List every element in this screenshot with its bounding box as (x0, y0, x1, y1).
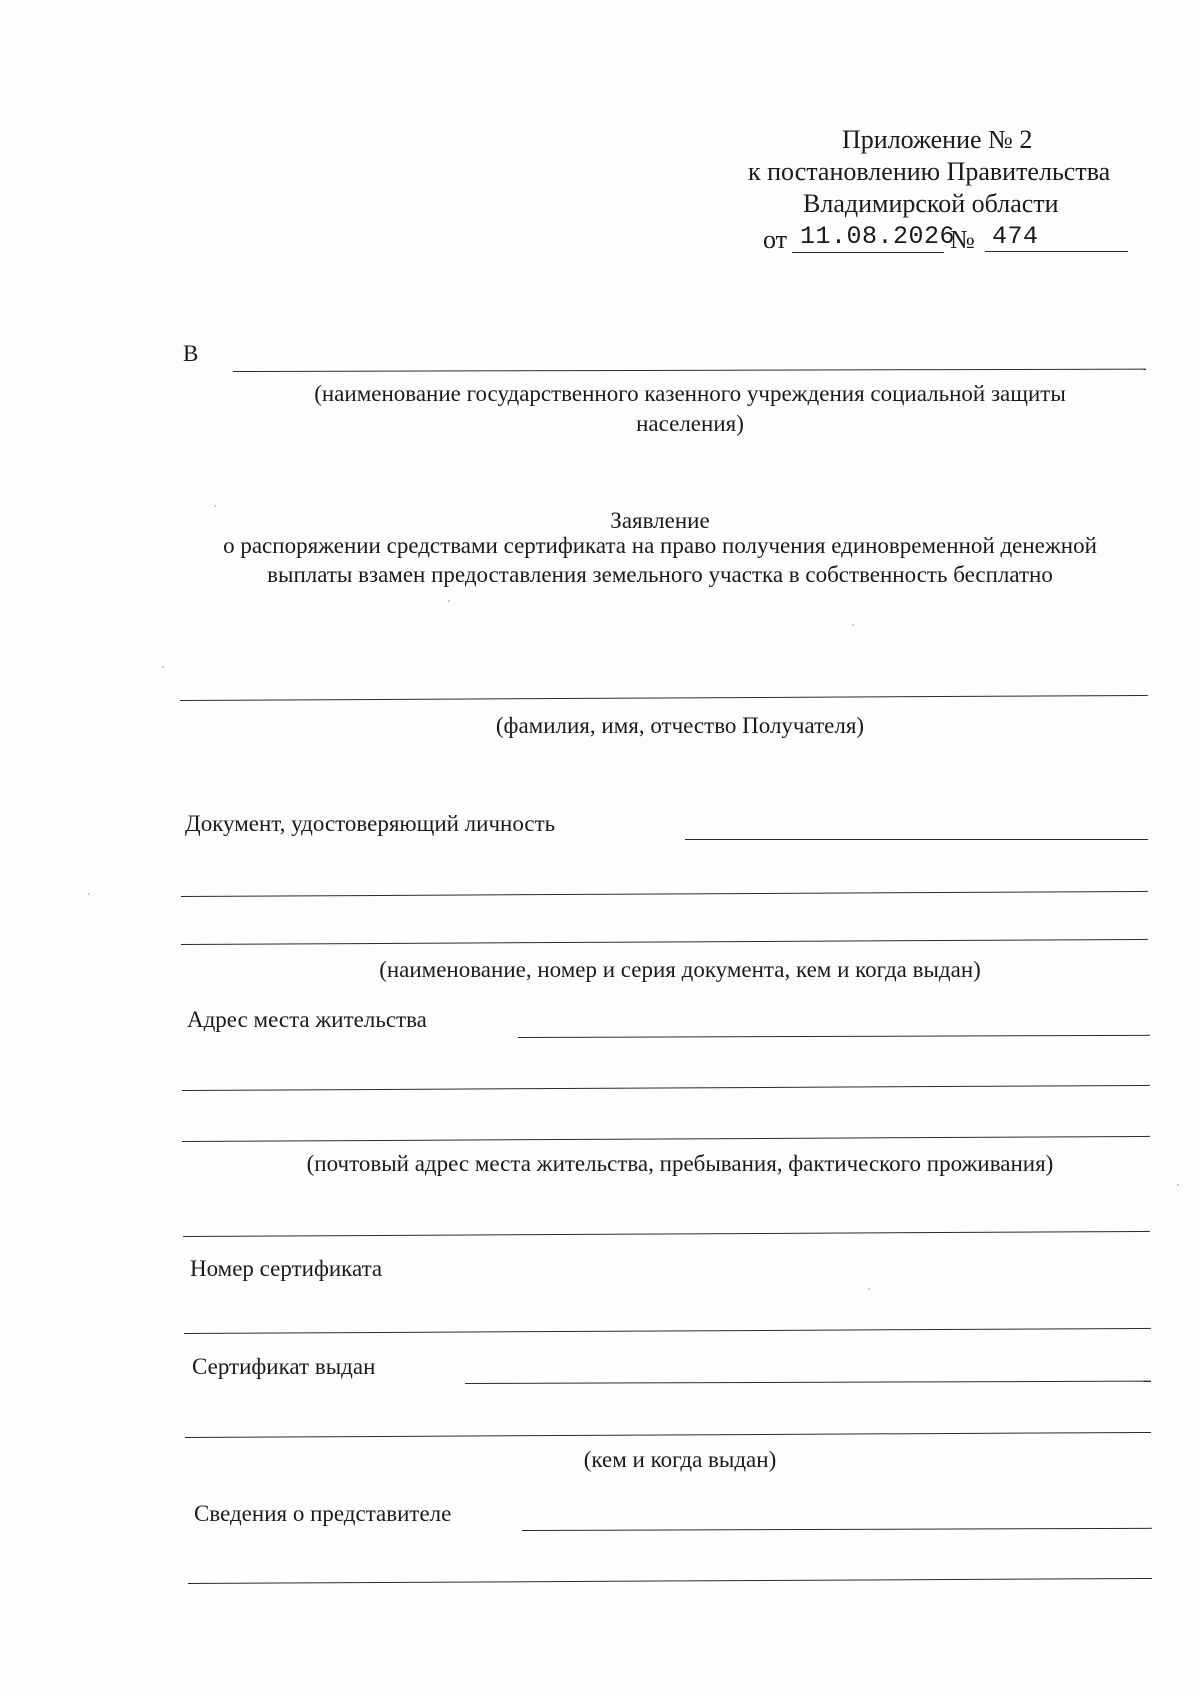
recipient-caption-line1: (наименование государственного казенного учреждения социальной защиты (314, 381, 1066, 406)
cert-number-top-line (183, 1231, 1150, 1237)
scan-speck (868, 1288, 870, 1290)
date-underline (792, 252, 944, 253)
scan-speck (448, 600, 450, 602)
fio-caption: (фамилия, имя, отчество Получателя) (495, 713, 865, 738)
id-document-label: Документ, удостоверяющий личность (185, 811, 556, 836)
fio-line (180, 695, 1148, 701)
representative-label: Сведения о представителе (194, 1501, 452, 1526)
recipient-line (233, 369, 1146, 372)
id-document-line-2 (181, 891, 1148, 897)
appendix-region-line: Владимирской области (803, 189, 1059, 218)
recipient-caption-line2: населения) (636, 411, 744, 436)
scan-speck (214, 505, 216, 507)
appendix-title: Приложение № 2 (842, 125, 1033, 154)
id-document-line-3 (181, 939, 1148, 945)
scan-speck (162, 666, 164, 668)
recipient-prefix: В (183, 341, 199, 366)
cert-issued-label: Сертификат выдан (192, 1354, 376, 1379)
statement-subtitle-line2: выплаты взамен предоставления земельного участка в собственность бесплатно (267, 562, 1053, 587)
appendix-date-prefix: от (763, 225, 788, 254)
scan-speck (88, 893, 90, 895)
address-caption: (почтовый адрес места жительства, пребывания, фактического проживания) (306, 1151, 1054, 1176)
cert-number-label: Номер сертификата (190, 1256, 383, 1281)
id-document-line-1 (685, 839, 1148, 840)
appendix-number-prefix: № (950, 225, 975, 254)
representative-line-2 (188, 1578, 1152, 1584)
representative-line-1 (522, 1528, 1152, 1531)
address-line-1 (518, 1035, 1150, 1038)
scan-speck (1177, 1184, 1179, 1186)
appendix-date: 11.08.2026 (800, 222, 956, 251)
appendix-number: 474 (992, 222, 1039, 251)
scan-speck (852, 624, 854, 626)
id-document-caption: (наименование, номер и серия документа, кем и когда выдан) (379, 957, 981, 982)
address-line-3 (182, 1136, 1150, 1142)
address-line-2 (182, 1085, 1150, 1091)
cert-issued-caption: (кем и когда выдан) (583, 1447, 777, 1472)
statement-subtitle-line1: о распоряжении средствами сертификата на право получения единовременной денежной (223, 533, 1097, 558)
cert-issued-line-1 (465, 1381, 1151, 1384)
appendix-resolution-line: к постановлению Правительства (748, 157, 1111, 186)
cert-number-line (184, 1328, 1151, 1334)
statement-title: Заявление (610, 508, 710, 533)
address-label: Адрес места жительства (187, 1007, 427, 1032)
number-underline (985, 251, 1128, 252)
cert-issued-line-2 (185, 1432, 1151, 1438)
